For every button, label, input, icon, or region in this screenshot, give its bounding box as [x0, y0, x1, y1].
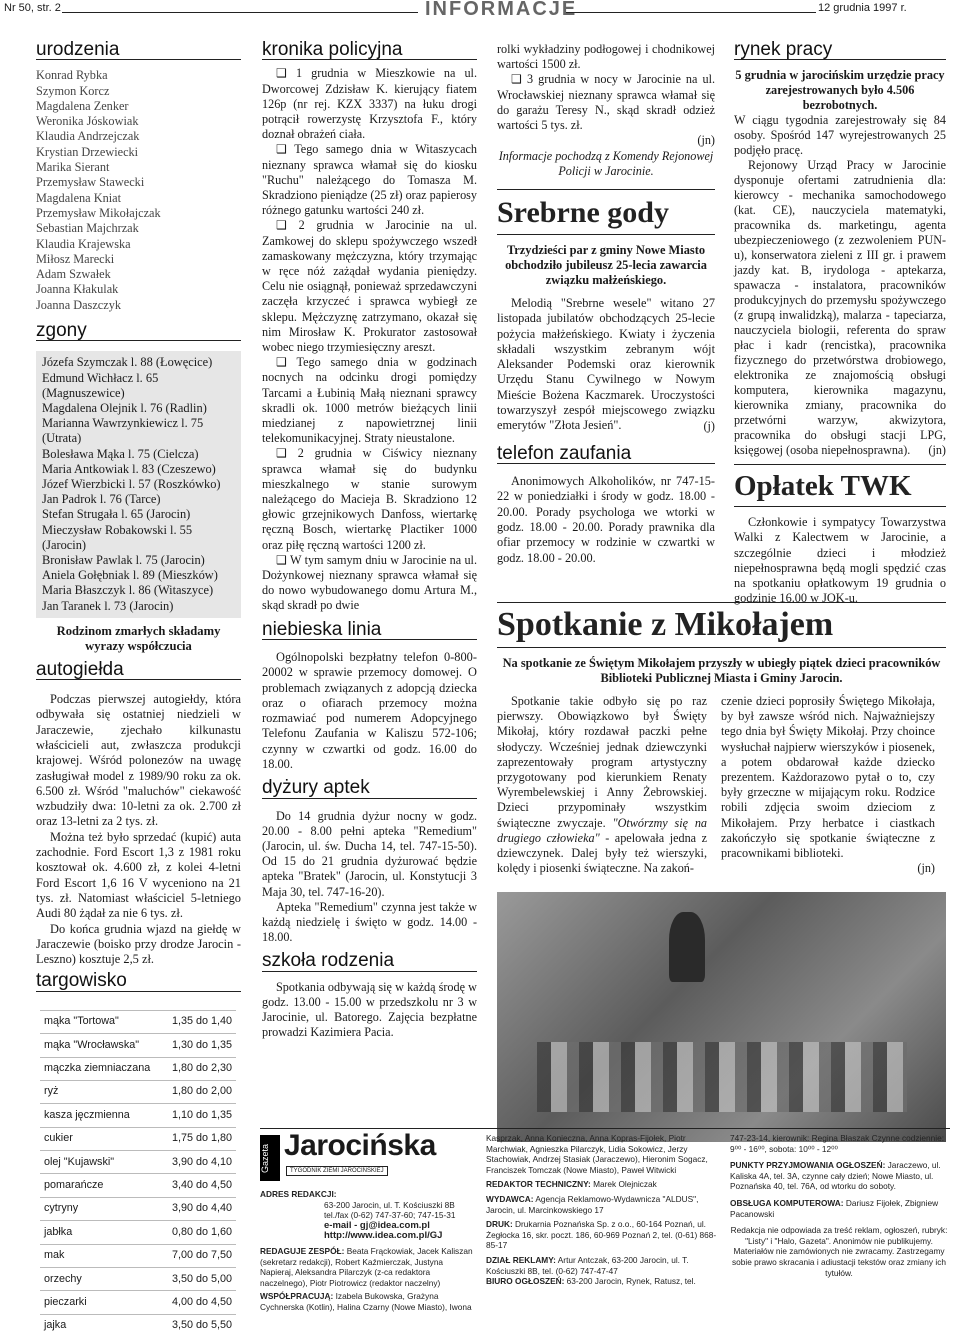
dyzury-p2: Apteka "Remedium" czynna jest także w każdą niedzielę i święto w godz. 14.00 - 18.00.: [262, 899, 477, 945]
dyzury-heading: dyżury aptek: [262, 780, 477, 798]
police-report: ❑ Tego samego dnia w Witaszycach nieznany sprawca włamał się do kiosku "Ruchu" należącego do Tomasza M. Skradziono pieniądze (25 zł) oraz papierosy różnego gatunku wartości 240 zł.: [262, 142, 477, 218]
death-entry: Maria Błaszczyk l. 86 (Witaszyce): [42, 583, 214, 598]
label-tech: REDAKTOR TECHNICZNY:: [486, 1179, 591, 1190]
telefon-text: Anonimowych Alkoholików, nr 747-15-22 w poniedziałki i środy w godz. 18.00 - 20.00. Porady psychologa we wtorki w godz. 18.00 - 20.00. Porady prawnika dla ofiar przemocy w rodzinie w czwartki w godz. 18.00 - 20.00.: [497, 474, 715, 565]
product-name: olej "Kujawski": [40, 1151, 163, 1174]
product-name: mak: [40, 1244, 163, 1267]
product-price: 1,75 do 1,80: [163, 1127, 236, 1150]
price-row: [40, 1057, 236, 1080]
divider: [734, 506, 946, 507]
targowisko-heading: targowisko: [36, 973, 241, 991]
label-ok: OBSŁUGA KOMPUTEROWA:: [730, 1197, 844, 1208]
price-row: [40, 1291, 236, 1314]
product-name: kasza jęczmienna: [40, 1104, 163, 1127]
police-report: ❑ Tego samego dnia w godzinach nocnych na odcinku drogi pomiędzy Tarcami a Łubinią Małą nieznani sprawcy skradli ok. 1000 metrów bieżących linii miedzianej z napowietrznej linii telekomunikacyjnej. Straty nieustalone.: [262, 355, 477, 446]
price-row: [40, 1127, 236, 1150]
product-price: 3,90 do 4,40: [163, 1197, 236, 1220]
adres: 63-200 Jarocin, ul. T. Kościuszki 8B tel./fax (0-62) 747-37-60; 747-15-31: [324, 1199, 456, 1221]
price-row: [40, 1080, 236, 1103]
birth-entry: Joanna Daszczyk: [36, 297, 122, 312]
death-entry: Marianna Wawrzynkiewicz l. 75 (Utrata): [42, 416, 204, 446]
condolence: Rodzinom zmarłych składamy wyrazy współczucia: [56, 623, 221, 653]
srebrne-lead: Trzydzieści par z gminy Nowe Miasto obchodziło jubileusz 25-lecia zawarcia związku małżeńskiego.: [505, 242, 707, 287]
police-report: ❑ 2 grudnia w Jarocinie na ul. Zamkowej do sklepu spożywczego wszedł zamaskowany mężczyzna, który trzymając w ręce nóż zażądał wydania pieniędzy. Celu nie osiągnął, ponieważ sprzedawczyni zaczęła krzyczeć i sprawca wybiegł ze sklepu. Mężczyznę zatrzymano, okazał się nim Mirosław K. Prokurator zastosował wobec niego trzymiesięczny areszt.: [262, 218, 477, 354]
rynek-signature: (jn): [928, 442, 946, 457]
header-rule-right: [566, 12, 816, 13]
mikolaj-quote: "Otwórzmy się na drugiego człowieka": [497, 815, 708, 845]
birth-entry: Przemysław Stawecki: [36, 175, 145, 190]
masthead-col1: [260, 1189, 478, 1313]
product-name: mączka ziemniaczana: [40, 1057, 163, 1080]
births-heading: urodzenia: [36, 42, 241, 60]
column-2: [262, 39, 477, 1041]
price-row: [40, 1034, 236, 1057]
product-name: pieczarki: [40, 1291, 163, 1314]
rynek-lead: 5 grudnia w jarocińskim urzędzie pracy zarejestrowanych było 4.506 bezrobotnych.: [735, 68, 945, 112]
death-entry: Magdalena Olejnik l. 76 (Radlin): [42, 400, 207, 415]
product-name: orzechy: [40, 1268, 163, 1291]
product-name: mąka "Tortowa": [40, 1010, 163, 1033]
website: http://www.idea.com.pl/GJ: [324, 1230, 443, 1242]
autogielda-p2: Można też było sprzedać (kupić) auta zachodnie. Ford Escort 1,3 z 1981 roku kosztował ok. 4.600 zł, z kolei 4-letni Ford Escort 1,6 16 V wyceniono na 21 tys. zł. Natomiast właściciel 5-letniego Audi 80 żądał za nie 6 tys. zł.: [36, 829, 241, 921]
mikolaj-lead: Na spotkanie ze Świętym Mikołajem przyszły w ubiegły piątek dzieci pracowników Biblioteki Publicznej Miasta i Gminy Jarocin.: [502, 656, 941, 685]
price-table: [40, 1010, 236, 1337]
tech: Marek Olejniczak: [593, 1179, 657, 1190]
death-entry: Jan Padrok l. 76 (Tarce): [42, 492, 161, 507]
product-price: 1,10 do 1,35: [163, 1104, 236, 1127]
birth-entry: Adam Szwałek: [36, 267, 111, 282]
column-3: [497, 42, 715, 566]
birth-entry: Szymon Korcz: [36, 83, 110, 98]
autogielda-text: [36, 692, 241, 967]
mikolaj-col1: [497, 694, 707, 876]
product-price: 1,80 do 2,30: [163, 1057, 236, 1080]
price-row: [40, 1197, 236, 1220]
rynek-text: Rejonowy Urząd Pracy w Jarocinie dysponuje ofertami zatrudnienia dla: kierowcy - mechanika samochodowego (kat. CE), nauczyciela matematyki, pracownika ds. marketingu, agenta ubezpieczeniowego (z zezwoleniem PUN-u), konserwatora zieleni z III gr. i prawem jazdy kat. B, irydologa - aptekarza, spawacza - instalatora, pracowników produkcyjnych do przemysłu spożywczego (z grupą inwalidzką), malarza - tapeciarza, nauczyciela biologii, referenta do spraw płac i kadr (rencistka), pracownika fizycznego do przetwórstwa drobiowego, elektronika ze znajomością obsługi komputera, kierownika magazynu, kierownika zmiany, pracownika do przetwórni warzyw, akwizytora, pracownika do obsługi stacji LPG, księgowej (osoba niepełnosprawna).: [734, 157, 946, 457]
birth-entry: Miłosz Marecki: [36, 251, 115, 266]
kronika-last: ❑ 3 grudnia w nocy w Jarocinie na ul. Wrocławskiej nieznany sprawca włamał się do garażu Teresy N., skąd skradł odzież wartości 5 tys. zł.: [497, 72, 715, 133]
police-report: ❑ 2 grudnia w Ciświcy nieznany sprawca włamał się do budynku mieszkalnego w stanie surowym należącego do Macieja B. Skradziono 12 głowic grzejnikowych Danfoss, wiertarkę ręczną Bosch, wiertarkę Plactiker 1000 oraz piłę ręczną wartości 1200 zł.: [262, 446, 477, 552]
product-name: cukier: [40, 1127, 163, 1150]
death-entry: Jan Taranek l. 73 (Jarocin): [42, 598, 174, 613]
column-1: [36, 39, 241, 1337]
mikolaj-signature: (jn): [917, 861, 935, 876]
death-entry: Edmund Wichłacz l. 65 (Magnuszewice): [42, 370, 159, 400]
deaths-list: [36, 351, 241, 617]
product-price: 3,50 do 5,50: [163, 1314, 236, 1337]
srebrne-signature: (j): [703, 418, 715, 433]
divider: [497, 189, 715, 190]
page-header: [0, 0, 960, 26]
oplatek-heading: Opłatek TWK: [734, 469, 912, 502]
autogielda-p3: Do końca grudnia wjazd na giełdę w Jaraczewie (boisko przy drodze Jarocin - Leszno) kosztuje 2,5 zł.: [36, 921, 241, 967]
birth-entry: Przemysław Mikołajczak: [36, 205, 161, 220]
product-price: 3,40 do 4,50: [163, 1174, 236, 1197]
label-rekl: DZIAŁ REKLAMY:: [486, 1254, 556, 1265]
masthead-col3: [730, 1133, 948, 1278]
niebieska-text: Ogólnopolski bezpłatny telefon 0-800-20002 w sprawie przemocy domowej. O problemach związanych z adopcją dziecka oraz o ofiarach przemocy można rozmawiać pod numerem Adopcyjnego Telefonu Zaufania w Kaliszu 572-106; czynny w czwartki od godz. 16.00 do 18.00.: [262, 649, 477, 771]
szkola-text: Spotkania odbywają się w każdą środę w godz. 13.00 - 15.00 w przedszkolu nr 3 w Jarocinie, ul. Batorego. Zajęcia bezpłatne prowadzi Kazimiera Pacia.: [262, 979, 477, 1040]
logo-tagline: TYGODNIK ZIEMI JAROCIŃSKIEJ: [286, 1166, 388, 1176]
product-name: jabłka: [40, 1221, 163, 1244]
oplatek-text: Członkowie i sympatycy Towarzystwa Walki z Kalectwem w Jarocinie, a szczególnie dzieci i młodzież niepełnosprawna będą mogli spędzić czas na spotkaniu opłatkowym 19 grudnia o godzinie 16.00 w JOK-u.: [734, 514, 946, 606]
mikolaj-heading: Spotkanie z Mikołajem: [497, 606, 834, 643]
autogielda-p1: Podczas pierwszej autogiełdy, która odbywała się ostatniej niedzieli w Jaraczewie, zjechało kilkunastu właścicieli aut, zwłaszcza produkcji krajowej. Wśród polonezów na uwagę zasługiwał model z 1989/90 roku za ok. 6.500 zł. Wśród "maluchów" ciekawość wzbudziły dwa: 10-letni za ok. 2.700 zł oraz 13-letni za 2 tys. zł.: [36, 692, 241, 829]
price-row: [40, 1268, 236, 1291]
birth-entry: Klaudia Andrzejczak: [36, 129, 140, 144]
telefon-heading: telefon zaufania: [497, 446, 715, 464]
birth-entry: Marika Sierant: [36, 160, 110, 175]
divider: [734, 464, 946, 465]
rynek-heading: rynek pracy: [734, 42, 946, 60]
mikolaj-article: [497, 602, 946, 1142]
birth-entry: Krystian Drzewiecki: [36, 144, 139, 159]
rekl: Artur Antczak, 63-200 Jarocin, ul. T. Kościuszki 8B, tel. (0-62) 747-47-47: [486, 1254, 689, 1276]
zespol: Beata Frąckowiak, Jacek Kaliszan (sekretarz redakcji), Robert Kaźmierczak, Justyna Napieraj, Aleksandra Pilarczyk (z-ca redaktora naczelnego), Piotr Piotrowicz (redaktor naczelny): [260, 1245, 473, 1288]
masthead: [260, 1128, 950, 1312]
product-price: 1,80 do 2,00: [163, 1080, 236, 1103]
price-row: [40, 1174, 236, 1197]
price-row: [40, 1151, 236, 1174]
photo-children-santa: [497, 892, 946, 1142]
autogielda-heading: autogiełda: [36, 662, 241, 680]
masthead-col2: [486, 1133, 718, 1287]
price-row: [40, 1010, 236, 1033]
product-price: 3,90 do 4,10: [163, 1151, 236, 1174]
death-entry: Józefa Szymczak l. 88 (Łowęcice): [42, 355, 213, 370]
header-rule-left: [62, 12, 418, 13]
mikolaj-c1: Spotkanie takie odbyło się po raz pierwszy. Obowiązkowo był Święty Mikołaj, który rozdawał paczki pełne słodyczy. Wcześniej jednak dziewczynki zaprezentowały program artystyczny przygotowany pod kierunkiem Renaty Wyrembelewskiej i Anny Żebrowskiej. Dzieci przypominały wszystkim świąteczne zwyczaje.: [497, 694, 707, 830]
email: e-mail - gj@idea.com.pl: [324, 1219, 430, 1231]
birth-entry: Weronika Jóskowiak: [36, 114, 139, 129]
srebrne-text: Melodią "Srebrne wesele" witano 27 listopada jubilatów obchodzących 25-lecie pożycia małżeńskiego. Kwiaty i życzenia składali wszystkim zebranym wójt Aleksander Podemski oraz kierownik Urzędu Stanu Cywilnego w Nowym Mieście Bożena Kaczmarek. Uroczystości towarzyszył zespół miejscowego związku emerytów "Złota Jesień".: [497, 295, 715, 433]
mikolaj-col2: [721, 694, 935, 876]
biuro: 63-200 Jarocin, Rynek, Ratusz, tel.: [566, 1276, 696, 1287]
death-entry: Aniela Gołębniak l. 89 (Mieszków): [42, 568, 218, 583]
death-entry: Stefan Strugała l. 65 (Jarocin): [42, 507, 191, 522]
death-entry: Bronisław Pawlak l. 75 (Jarocin): [42, 552, 205, 567]
santa-figure: [669, 912, 705, 982]
births-list: [36, 68, 241, 313]
product-price: 3,50 do 5,00: [163, 1268, 236, 1291]
product-price: 7,00 do 7,50: [163, 1244, 236, 1267]
birth-entry: Magdalena Kniat: [36, 190, 122, 205]
logo-vertical-label: Gazeta: [260, 1135, 280, 1181]
mikolaj-c1-end: - apelowała jedna z dziewczynek. Dalej były też wierszyki, kolędy i piosenki świąteczne. Na zakoń-: [497, 830, 708, 876]
label-druk: DRUK:: [486, 1219, 513, 1230]
issue-number: Nr 50, str. 2: [4, 2, 61, 14]
label-zespol: REDAGUJE ZESPÓŁ:: [260, 1245, 345, 1256]
divider: [497, 647, 946, 648]
ok: Dariusz Fijołek, Zbigniew Pacanowski: [730, 1197, 939, 1219]
police-report: ❑ W tym samym dniu w Jarocinie na ul. Dożynkowej nieznany sprawca włamał się do nowo wybudowanego domu Artura M., skąd skradł po dwie: [262, 552, 477, 613]
product-price: 4,00 do 4,50: [163, 1291, 236, 1314]
product-name: mąka "Wrocławska": [40, 1034, 163, 1057]
death-entry: Bolesława Mąka l. 75 (Cielcza): [42, 446, 199, 461]
masthead-logo: [260, 1129, 474, 1187]
rynek-lead2: W ciągu tygodnia zarejestrowały się 84 osoby. Spośród 147 wyrejestrowanych 25 podjęło pracę.: [734, 112, 946, 157]
death-entry: Maria Antkowiak l. 83 (Czeszewo): [42, 461, 216, 476]
product-price: 1,30 do 1,35: [163, 1034, 236, 1057]
wyd: Agencja Reklamowo-Wydawnicza "ALDUS", Jarocin, ul. Marcinkowskiego 17: [486, 1193, 699, 1215]
label-adres: ADRES REDAKCJI:: [260, 1189, 337, 1199]
divider: [497, 234, 715, 235]
death-entry: Mieczysław Robakowski l. 55 (Jarocin): [42, 522, 193, 552]
srebrne-heading: Srebrne gody: [497, 195, 669, 229]
biuro-hours: 747-23-14, kierownik: Regina Błaszak Czynne codziennie: 9⁰⁰ - 16⁰⁰, sobota: 10⁰⁰ - 12⁰⁰: [730, 1133, 944, 1154]
druk: Drukarnia Poznańska Sp. z o.o., 60-164 Poznań, ul. Żegłocka 16, skr. poczt. 186, 60-969 Poznań 2, tel. (0-61) 868-85-17: [486, 1219, 717, 1251]
product-name: cytryny: [40, 1197, 163, 1220]
contributors: Kasprzak, Anna Konieczna, Anna Kopras-Fijołek, Piotr Marchwiak, Agnieszka Pilarczyk, Lidia Sokowicz, Jerzy Stachowiak, Andrzej Stasiak (Jaraczewo), Hieronim Sogacz, Franciszek Tomczak (Nowe Miasto), Paweł Witwicki: [486, 1133, 708, 1175]
mikolaj-columns: [497, 694, 946, 876]
product-name: pomarańcze: [40, 1174, 163, 1197]
police-report: ❑ 1 grudnia w Mieszkowie na ul. Dworcowej Zdzisław K. kierujący fiatem 126p (nr rej. KZX 3337) na łuku drogi potrącił rowerzystę Krzysztofa F., który doznał obrażeń ciała.: [262, 66, 477, 142]
logo-brand: Jarocińska: [284, 1129, 436, 1162]
niebieska-heading: niebieska linia: [262, 622, 477, 640]
price-row: [40, 1104, 236, 1127]
death-entry: Józef Wierzbicki l. 57 (Roszkówko): [42, 476, 221, 491]
price-row: [40, 1314, 236, 1337]
label-pp: PUNKTY PRZYJMOWANIA OGŁOSZEŃ:: [730, 1160, 886, 1171]
section-title: INFORMACJE: [425, 0, 578, 20]
kronika-signature: (jn): [697, 133, 715, 148]
dyzury-p1: Do 14 grudnia dyżur nocny w godz. 20.00 - 8.00 pełni apteka "Remedium" (Jarocin, ul. św. Ducha 14, tel. 747-15-50). Od 15 do 21 grudnia dyżurować będzie apteka "Bratek" (Jarocin, ul. Konstytucji 3 Maja 30, tel. 747-16-20).: [262, 808, 477, 899]
birth-entry: Sebastian Majchrzak: [36, 221, 139, 236]
szkola-heading: szkoła rodzenia: [262, 953, 477, 971]
label-biuro: BIURO OGŁOSZEŃ:: [486, 1276, 565, 1287]
disclaimer: Redakcja nie odpowiada za treść reklam, ogłoszeń, rubryk: "Listy" i "Halo, Gazeta". Anonimów nie publikujemy. Materiałów nie zamówionych nie zwracamy. Zastrzegamy sobie prawo skracania i adiustacji tekstów oraz zmiany ich tytułów.: [730, 1225, 948, 1278]
product-price: 0,80 do 1,60: [163, 1221, 236, 1244]
kronika-heading: kronika policyjna: [262, 42, 477, 60]
deaths-heading: zgony: [36, 323, 241, 341]
pp: Jaraczewo, ul. Kaliska 4A, tel. 3A, czynne cały dzień; Nowe Miasto, ul. Poznańska 40, tel. 76A, od wtorku do soboty.: [730, 1160, 941, 1192]
birth-entry: Joanna Kłakulak: [36, 282, 119, 297]
product-price: 1,35 do 1,40: [163, 1010, 236, 1033]
kronika-continued: rolki wykładziny podłogowej i chodnikowej wartości 1500 zł.: [497, 42, 715, 72]
label-wspol: WSPÓŁPRACUJĄ:: [260, 1291, 334, 1302]
product-name: jajka: [40, 1314, 163, 1337]
birth-entry: Klaudia Krajewska: [36, 236, 131, 251]
wspol: Izabela Bukowska, Grażyna Cychnerska (Kotlin), Halina Czarny (Nowe Miasto), Iwona: [260, 1291, 472, 1312]
birth-entry: Konrad Rybka: [36, 68, 108, 83]
price-row: [40, 1244, 236, 1267]
product-name: ryż: [40, 1080, 163, 1103]
price-row: [40, 1221, 236, 1244]
kronika-source: Informacje pochodzą z Komendy Rejonowej Policji w Jarocinie.: [498, 148, 714, 178]
kronika-text: [262, 66, 477, 613]
birth-entry: Magdalena Zenker: [36, 98, 129, 113]
label-wyd: WYDAWCA:: [486, 1193, 534, 1204]
mikolaj-c2: czenie dzieci poprosiły Świętego Mikołaja, by był zawsze wśród nich. Najważniejszy tego dnia był Święty Mikołaj. Przy choince wysłuchał najpierw wierszyków i piosenek, a potem obdarował każde dziecko prezentem. Każdorazowo pytał o to, czy były grzeczne w mijającym roku. Rodzice robili zdjęcia swoim dzieciom z Mikołajem. Przy herbatce i ciastkach zakończyło się spotkanie świąteczne z pracownikami biblioteki.: [721, 694, 935, 861]
children-group: [537, 1042, 907, 1112]
issue-date: 12 grudnia 1997 r.: [818, 2, 907, 14]
column-4: [734, 39, 946, 607]
